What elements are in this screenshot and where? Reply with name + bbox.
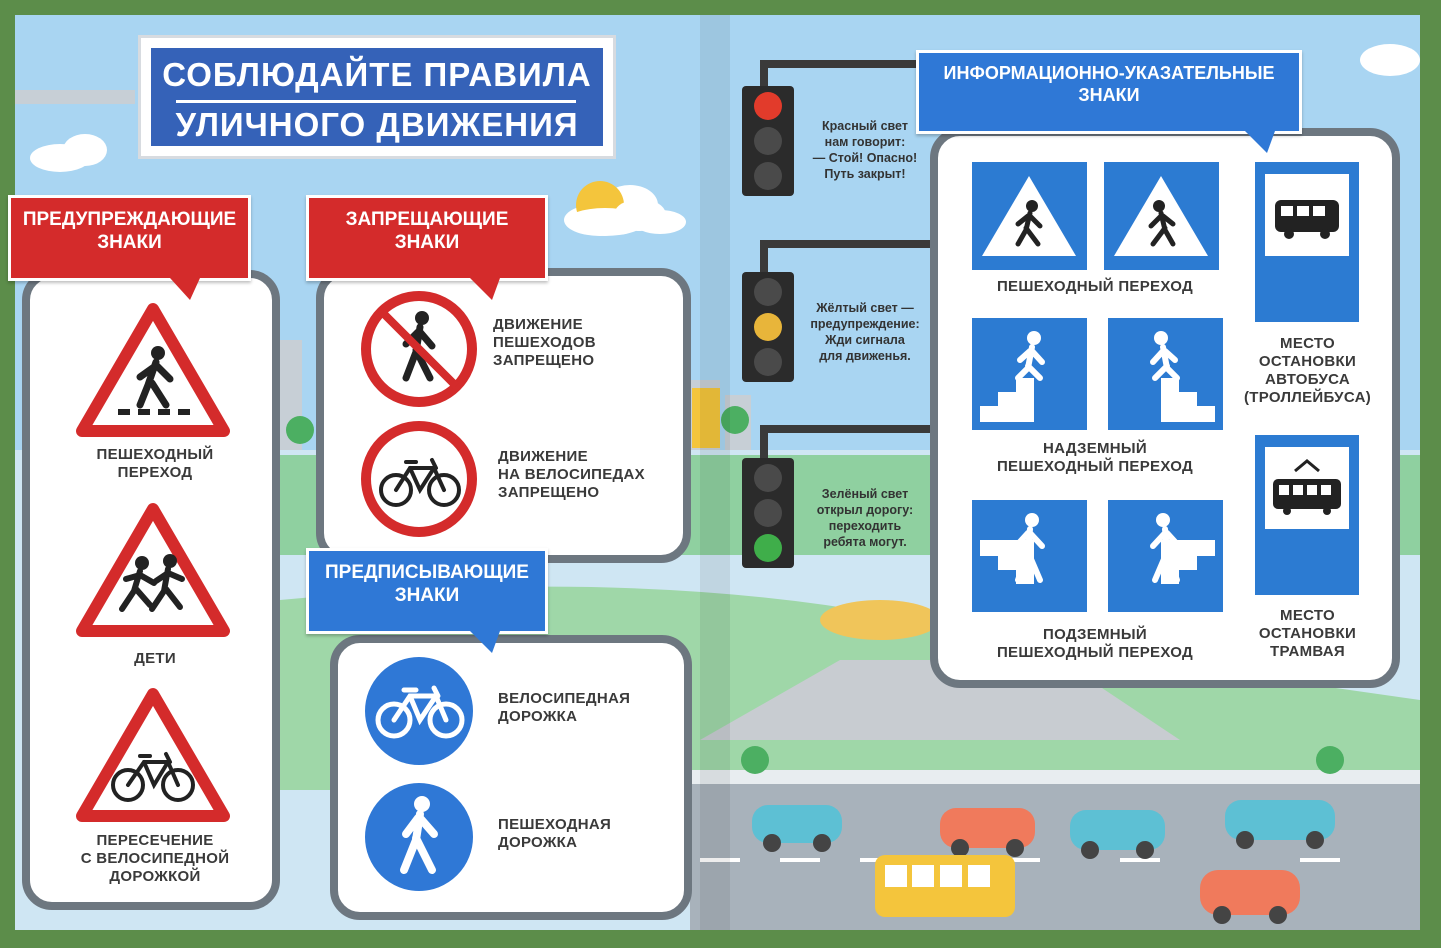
prohibitory-signs-heading: ЗАПРЕЩАЮЩИЕ ЗНАКИ — [306, 195, 548, 281]
sign-label-underpass: ПОДЗЕМНЫЙ ПЕШЕХОДНЫЙ ПЕРЕХОД — [996, 626, 1194, 661]
underpass-crossing-icon — [972, 500, 1087, 612]
traffic-light-yellow — [742, 272, 794, 382]
no-bicycles-icon — [360, 420, 478, 538]
informational-bubble-tail — [1245, 131, 1285, 161]
no-pedestrians-icon — [360, 290, 478, 408]
sign-label-no-pedestrians: ДВИЖЕНИЕ ПЕШЕХОДОВ ЗАПРЕЩЕНО — [493, 316, 596, 369]
sign-label-bus-stop: МЕСТО ОСТАНОВКИ АВТОБУСА (ТРОЛЛЕЙБУСА) — [1243, 335, 1372, 406]
title-line-2: УЛИЧНОГО ДВИЖЕНИЯ — [175, 106, 579, 143]
warning-bubble-tail — [170, 278, 210, 308]
pedestrian-crossing-icon — [972, 162, 1087, 270]
bus-stop-icon — [1255, 162, 1359, 322]
underpass-crossing-icon-mirrored — [1108, 500, 1223, 612]
sign-label-overpass: НАДЗЕМНЫЙ ПЕШЕХОДНЫЙ ПЕРЕХОД — [996, 440, 1194, 475]
pedestrian-crossing-icon-mirrored — [1104, 162, 1219, 270]
traffic-light-red-text: Красный свет нам говорит: — Стой! Опасно! Путь закрыт! — [812, 119, 918, 181]
sign-label-bicycle-crossing: ПЕРЕСЕЧЕНИЕ С ВЕЛОСИПЕДНОЙ ДОРОЖКОЙ — [80, 832, 230, 885]
sign-label-pedestrian-crossing: ПЕШЕХОДНЫЙ ПЕРЕХОД — [96, 446, 214, 481]
mandatory-signs-heading: ПРЕДПИСЫВАЮЩИЕ ЗНАКИ — [306, 548, 548, 634]
sign-label-footpath: ПЕШЕХОДНАЯ ДОРОЖКА — [498, 816, 612, 851]
warning-signs-heading: ПРЕДУПРЕЖДАЮЩИЕ ЗНАКИ — [8, 195, 251, 281]
bicycle-crossing-warning-icon — [78, 690, 228, 820]
overpass-crossing-icon-mirrored — [1108, 318, 1223, 430]
bicycle-path-icon — [360, 652, 478, 770]
sign-label-info-pedestrian-crossing: ПЕШЕХОДНЫЙ ПЕРЕХОД — [996, 278, 1194, 295]
informational-signs-heading: ИНФОРМАЦИОННО-УКАЗАТЕЛЬНЫЕ ЗНАКИ — [916, 50, 1302, 134]
children-warning-icon — [78, 505, 228, 635]
traffic-light-yellow-text: Жёлтый свет — предупреждение: Жди сигнала для движенья. — [810, 301, 920, 363]
overpass-crossing-icon — [972, 318, 1087, 430]
traffic-light-green — [742, 458, 794, 568]
traffic-light-red — [742, 86, 794, 196]
footpath-icon — [360, 778, 478, 896]
title-banner — [138, 35, 616, 159]
sign-label-tram-stop: МЕСТО ОСТАНОВКИ ТРАМВАЯ — [1258, 607, 1357, 660]
title-line-1: СОБЛЮДАЙТЕ ПРАВИЛА — [162, 56, 592, 93]
tram-stop-icon — [1255, 435, 1359, 595]
sign-label-bicycle-path: ВЕЛОСИПЕДНАЯ ДОРОЖКА — [498, 690, 631, 725]
pedestrian-crossing-warning-icon — [78, 305, 228, 435]
sign-label-no-bicycles: ДВИЖЕНИЕ НА ВЕЛОСИПЕДАХ ЗАПРЕЩЕНО — [498, 448, 645, 501]
traffic-light-green-text: Зелёный свет открыл дорогу: переходить ребята могут. — [816, 487, 914, 549]
sign-label-children: ДЕТИ — [134, 650, 176, 667]
